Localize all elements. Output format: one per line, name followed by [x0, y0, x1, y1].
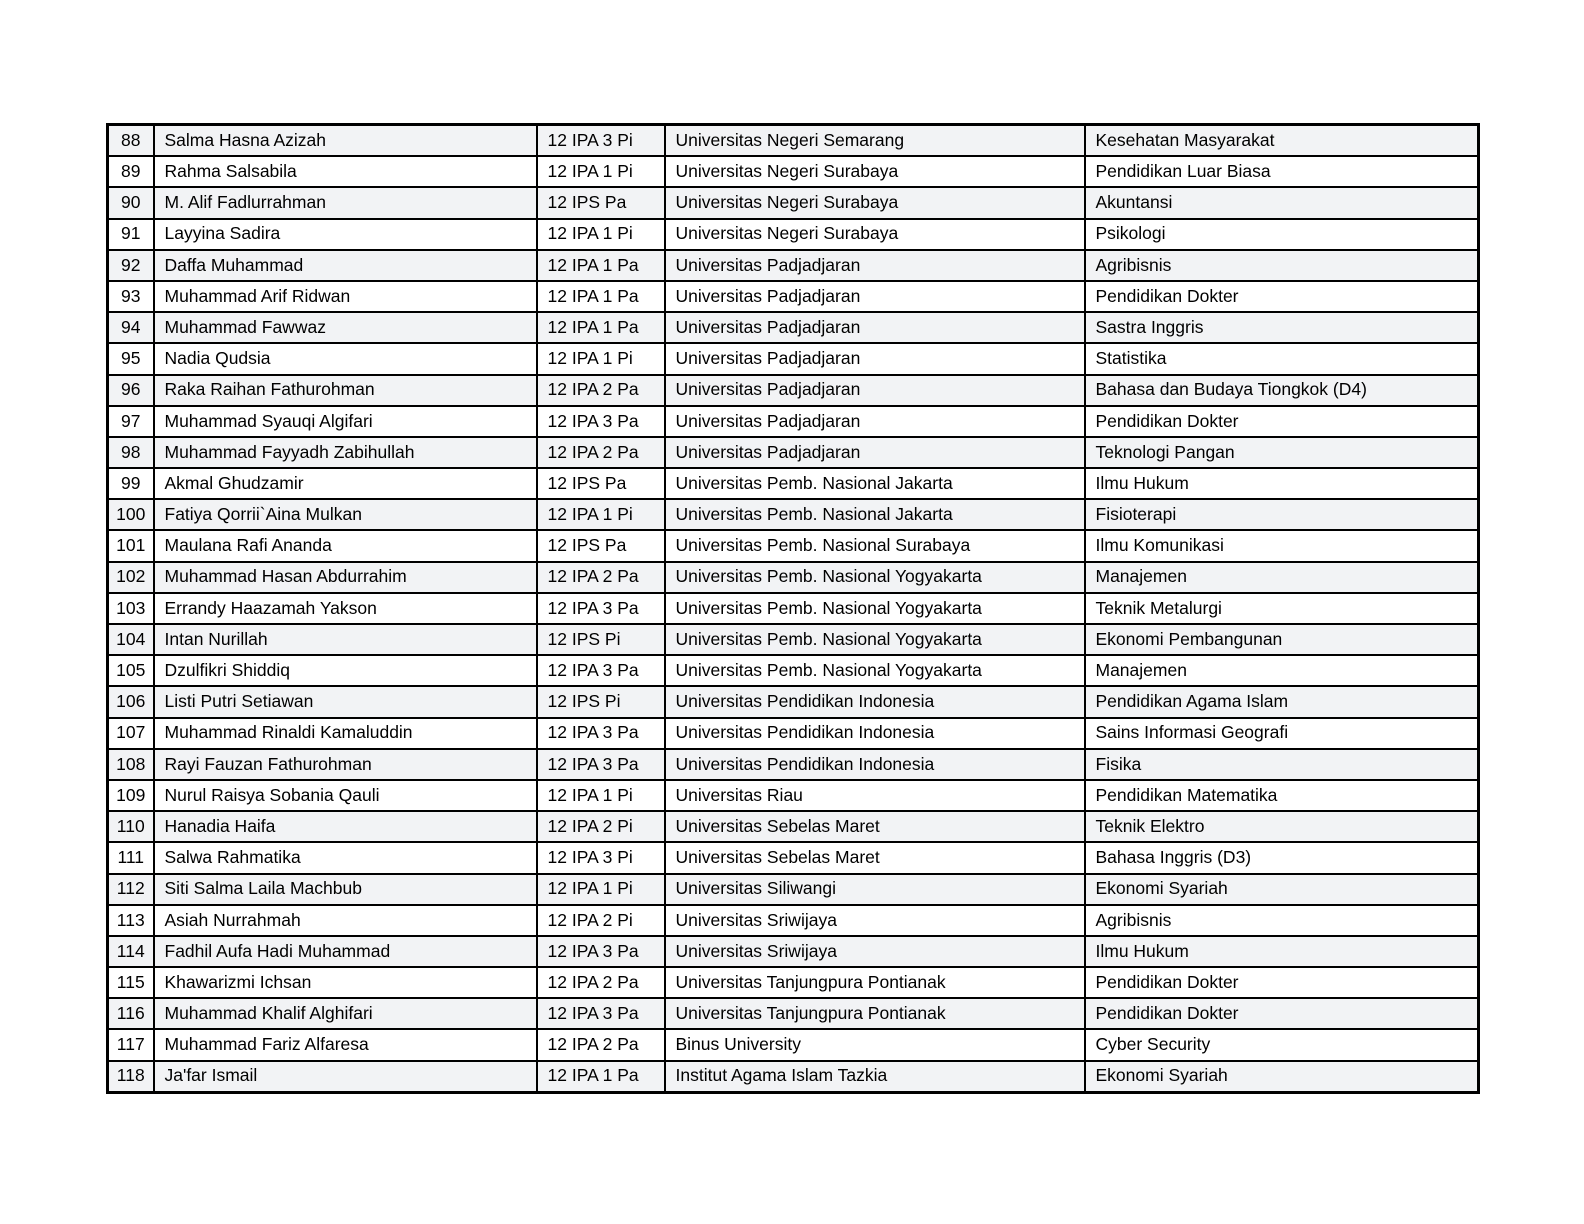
cell-no: 95	[108, 343, 154, 374]
cell-major: Manajemen	[1085, 562, 1479, 593]
cell-class: 12 IPA 3 Pa	[537, 749, 665, 780]
cell-no: 117	[108, 1029, 154, 1060]
cell-university: Universitas Tanjungpura Pontianak	[665, 967, 1085, 998]
cell-university: Universitas Siliwangi	[665, 874, 1085, 905]
table-row	[108, 562, 1479, 593]
cell-class: 12 IPA 1 Pi	[537, 156, 665, 187]
table-row	[108, 406, 1479, 437]
cell-class: 12 IPS Pi	[537, 686, 665, 717]
cell-class: 12 IPA 1 Pa	[537, 250, 665, 281]
cell-name: Maulana Rafi Ananda	[154, 530, 537, 561]
cell-no: 109	[108, 780, 154, 811]
cell-major: Pendidikan Dokter	[1085, 406, 1479, 437]
cell-major: Ilmu Komunikasi	[1085, 530, 1479, 561]
table-row	[108, 718, 1479, 749]
cell-major: Manajemen	[1085, 655, 1479, 686]
cell-class: 12 IPA 3 Pa	[537, 406, 665, 437]
cell-university: Universitas Padjadjaran	[665, 250, 1085, 281]
cell-name: Daffa Muhammad	[154, 250, 537, 281]
cell-name: Akmal Ghudzamir	[154, 468, 537, 499]
cell-major: Sastra Inggris	[1085, 312, 1479, 343]
cell-class: 12 IPA 3 Pi	[537, 842, 665, 873]
cell-university: Universitas Padjadjaran	[665, 406, 1085, 437]
cell-no: 90	[108, 187, 154, 218]
cell-no: 112	[108, 874, 154, 905]
table-row	[108, 187, 1479, 218]
cell-class: 12 IPA 2 Pa	[537, 562, 665, 593]
cell-major: Ilmu Hukum	[1085, 936, 1479, 967]
table-row	[108, 375, 1479, 406]
cell-class: 12 IPS Pa	[537, 187, 665, 218]
table-row	[108, 905, 1479, 936]
cell-no: 99	[108, 468, 154, 499]
cell-major: Ekonomi Syariah	[1085, 874, 1479, 905]
cell-major: Pendidikan Dokter	[1085, 967, 1479, 998]
table-row	[108, 312, 1479, 343]
cell-no: 97	[108, 406, 154, 437]
cell-university: Universitas Padjadjaran	[665, 281, 1085, 312]
cell-class: 12 IPA 1 Pi	[537, 874, 665, 905]
table-row	[108, 468, 1479, 499]
cell-name: Muhammad Syauqi Algifari	[154, 406, 537, 437]
cell-university: Universitas Pemb. Nasional Jakarta	[665, 499, 1085, 530]
cell-major: Bahasa Inggris (D3)	[1085, 842, 1479, 873]
cell-class: 12 IPA 2 Pa	[537, 967, 665, 998]
cell-major: Kesehatan Masyarakat	[1085, 125, 1479, 157]
cell-no: 114	[108, 936, 154, 967]
cell-no: 103	[108, 593, 154, 624]
cell-university: Universitas Pemb. Nasional Yogyakarta	[665, 624, 1085, 655]
cell-name: Fadhil Aufa Hadi Muhammad	[154, 936, 537, 967]
table-row	[108, 780, 1479, 811]
cell-class: 12 IPA 2 Pa	[537, 1029, 665, 1060]
cell-major: Akuntansi	[1085, 187, 1479, 218]
cell-no: 101	[108, 530, 154, 561]
cell-university: Universitas Sriwijaya	[665, 905, 1085, 936]
cell-university: Universitas Riau	[665, 780, 1085, 811]
cell-name: Khawarizmi Ichsan	[154, 967, 537, 998]
cell-class: 12 IPA 2 Pi	[537, 905, 665, 936]
cell-major: Statistika	[1085, 343, 1479, 374]
cell-university: Universitas Pemb. Nasional Yogyakarta	[665, 593, 1085, 624]
cell-class: 12 IPA 1 Pi	[537, 780, 665, 811]
roster-table-body	[108, 125, 1479, 1093]
table-row	[108, 624, 1479, 655]
cell-major: Ilmu Hukum	[1085, 468, 1479, 499]
cell-major: Cyber Security	[1085, 1029, 1479, 1060]
cell-major: Fisika	[1085, 749, 1479, 780]
cell-major: Teknik Elektro	[1085, 811, 1479, 842]
cell-major: Sains Informasi Geografi	[1085, 718, 1479, 749]
cell-name: Rayi Fauzan Fathurohman	[154, 749, 537, 780]
cell-no: 89	[108, 156, 154, 187]
table-row	[108, 593, 1479, 624]
cell-university: Universitas Tanjungpura Pontianak	[665, 998, 1085, 1029]
cell-no: 92	[108, 250, 154, 281]
cell-no: 111	[108, 842, 154, 873]
cell-major: Pendidikan Matematika	[1085, 780, 1479, 811]
cell-university: Binus University	[665, 1029, 1085, 1060]
cell-no: 113	[108, 905, 154, 936]
cell-no: 110	[108, 811, 154, 842]
table-row	[108, 219, 1479, 250]
cell-class: 12 IPA 1 Pi	[537, 219, 665, 250]
cell-class: 12 IPA 3 Pa	[537, 655, 665, 686]
cell-no: 93	[108, 281, 154, 312]
cell-name: Errandy Haazamah Yakson	[154, 593, 537, 624]
cell-no: 118	[108, 1061, 154, 1093]
table-row	[108, 842, 1479, 873]
table-row	[108, 156, 1479, 187]
cell-class: 12 IPA 1 Pi	[537, 499, 665, 530]
cell-class: 12 IPA 1 Pa	[537, 1061, 665, 1093]
table-row	[108, 530, 1479, 561]
cell-name: Ja'far Ismail	[154, 1061, 537, 1093]
cell-no: 102	[108, 562, 154, 593]
cell-class: 12 IPA 3 Pa	[537, 936, 665, 967]
table-row	[108, 686, 1479, 717]
cell-name: Listi Putri Setiawan	[154, 686, 537, 717]
cell-university: Universitas Pemb. Nasional Yogyakarta	[665, 655, 1085, 686]
student-roster-table	[106, 123, 1480, 1094]
cell-class: 12 IPA 3 Pa	[537, 718, 665, 749]
cell-university: Universitas Pemb. Nasional Yogyakarta	[665, 562, 1085, 593]
cell-class: 12 IPA 3 Pi	[537, 125, 665, 157]
cell-class: 12 IPA 1 Pa	[537, 312, 665, 343]
cell-major: Agribisnis	[1085, 905, 1479, 936]
cell-name: Dzulfikri Shiddiq	[154, 655, 537, 686]
cell-major: Ekonomi Syariah	[1085, 1061, 1479, 1093]
cell-no: 88	[108, 125, 154, 157]
cell-major: Bahasa dan Budaya Tiongkok (D4)	[1085, 375, 1479, 406]
cell-no: 100	[108, 499, 154, 530]
cell-university: Universitas Negeri Surabaya	[665, 219, 1085, 250]
cell-name: Salma Hasna Azizah	[154, 125, 537, 157]
cell-name: Hanadia Haifa	[154, 811, 537, 842]
cell-university: Universitas Padjadjaran	[665, 375, 1085, 406]
table-row	[108, 874, 1479, 905]
cell-name: Muhammad Fariz Alfaresa	[154, 1029, 537, 1060]
cell-no: 104	[108, 624, 154, 655]
cell-major: Pendidikan Dokter	[1085, 998, 1479, 1029]
cell-university: Universitas Negeri Surabaya	[665, 187, 1085, 218]
cell-no: 96	[108, 375, 154, 406]
table-row	[108, 749, 1479, 780]
cell-university: Universitas Padjadjaran	[665, 343, 1085, 374]
cell-name: Nadia Qudsia	[154, 343, 537, 374]
cell-class: 12 IPA 1 Pa	[537, 281, 665, 312]
cell-no: 107	[108, 718, 154, 749]
table-row	[108, 250, 1479, 281]
cell-no: 116	[108, 998, 154, 1029]
cell-university: Universitas Sriwijaya	[665, 936, 1085, 967]
cell-class: 12 IPA 2 Pa	[537, 375, 665, 406]
cell-class: 12 IPA 2 Pi	[537, 811, 665, 842]
cell-name: Nurul Raisya Sobania Qauli	[154, 780, 537, 811]
cell-major: Psikologi	[1085, 219, 1479, 250]
cell-major: Ekonomi Pembangunan	[1085, 624, 1479, 655]
cell-name: Asiah Nurrahmah	[154, 905, 537, 936]
table-row	[108, 499, 1479, 530]
cell-major: Teknik Metalurgi	[1085, 593, 1479, 624]
cell-university: Universitas Negeri Semarang	[665, 125, 1085, 157]
cell-name: Salwa Rahmatika	[154, 842, 537, 873]
table-row	[108, 1029, 1479, 1060]
cell-university: Universitas Pendidikan Indonesia	[665, 718, 1085, 749]
cell-name: Muhammad Arif Ridwan	[154, 281, 537, 312]
cell-class: 12 IPA 2 Pa	[537, 437, 665, 468]
table-row	[108, 967, 1479, 998]
cell-name: Muhammad Fawwaz	[154, 312, 537, 343]
cell-university: Universitas Sebelas Maret	[665, 842, 1085, 873]
cell-university: Universitas Pendidikan Indonesia	[665, 686, 1085, 717]
cell-name: M. Alif Fadlurrahman	[154, 187, 537, 218]
cell-class: 12 IPS Pi	[537, 624, 665, 655]
cell-no: 94	[108, 312, 154, 343]
cell-university: Universitas Negeri Surabaya	[665, 156, 1085, 187]
cell-name: Layyina Sadira	[154, 219, 537, 250]
cell-no: 98	[108, 437, 154, 468]
cell-university: Institut Agama Islam Tazkia	[665, 1061, 1085, 1093]
cell-university: Universitas Pemb. Nasional Surabaya	[665, 530, 1085, 561]
table-row	[108, 998, 1479, 1029]
cell-name: Muhammad Rinaldi Kamaluddin	[154, 718, 537, 749]
cell-name: Muhammad Fayyadh Zabihullah	[154, 437, 537, 468]
cell-class: 12 IPA 3 Pa	[537, 998, 665, 1029]
cell-no: 115	[108, 967, 154, 998]
cell-major: Pendidikan Luar Biasa	[1085, 156, 1479, 187]
cell-major: Pendidikan Agama Islam	[1085, 686, 1479, 717]
cell-name: Siti Salma Laila Machbub	[154, 874, 537, 905]
cell-no: 91	[108, 219, 154, 250]
cell-class: 12 IPA 1 Pi	[537, 343, 665, 374]
cell-name: Fatiya Qorrii`Aina Mulkan	[154, 499, 537, 530]
table-row	[108, 281, 1479, 312]
cell-name: Rahma Salsabila	[154, 156, 537, 187]
cell-name: Muhammad Hasan Abdurrahim	[154, 562, 537, 593]
table-row	[108, 936, 1479, 967]
cell-no: 108	[108, 749, 154, 780]
table-row	[108, 343, 1479, 374]
cell-university: Universitas Pemb. Nasional Jakarta	[665, 468, 1085, 499]
cell-class: 12 IPS Pa	[537, 530, 665, 561]
cell-university: Universitas Padjadjaran	[665, 437, 1085, 468]
cell-name: Muhammad Khalif Alghifari	[154, 998, 537, 1029]
table-row	[108, 437, 1479, 468]
cell-university: Universitas Padjadjaran	[665, 312, 1085, 343]
cell-name: Raka Raihan Fathurohman	[154, 375, 537, 406]
cell-class: 12 IPS Pa	[537, 468, 665, 499]
cell-major: Teknologi Pangan	[1085, 437, 1479, 468]
table-row	[108, 811, 1479, 842]
table-row	[108, 1061, 1479, 1093]
table-row	[108, 125, 1479, 157]
cell-name: Intan Nurillah	[154, 624, 537, 655]
cell-class: 12 IPA 3 Pa	[537, 593, 665, 624]
cell-major: Fisioterapi	[1085, 499, 1479, 530]
cell-university: Universitas Pendidikan Indonesia	[665, 749, 1085, 780]
cell-major: Agribisnis	[1085, 250, 1479, 281]
table-row	[108, 655, 1479, 686]
cell-university: Universitas Sebelas Maret	[665, 811, 1085, 842]
cell-no: 105	[108, 655, 154, 686]
cell-major: Pendidikan Dokter	[1085, 281, 1479, 312]
cell-no: 106	[108, 686, 154, 717]
